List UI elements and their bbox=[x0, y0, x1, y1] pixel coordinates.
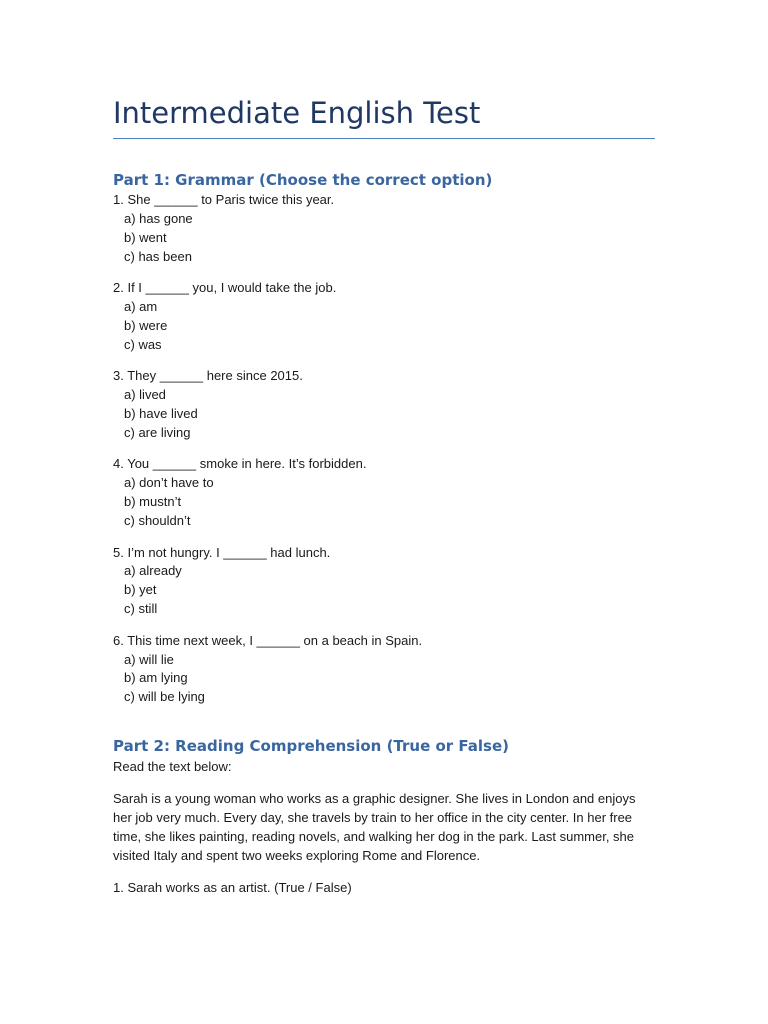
reading-section bbox=[113, 757, 655, 897]
option: a) has gone bbox=[124, 210, 193, 226]
option: a) am bbox=[124, 299, 158, 315]
option: c) are living bbox=[124, 424, 191, 440]
option: b) am lying bbox=[124, 670, 188, 686]
question-text: 6. This time next week, I ______ on a beach in Spain. bbox=[113, 632, 423, 648]
option: c) will be lying bbox=[124, 689, 205, 705]
question-4 bbox=[113, 455, 655, 531]
option: c) shouldn’t bbox=[124, 513, 191, 529]
option: c) still bbox=[124, 601, 158, 617]
section-heading-reading: Part 2: Reading Comprehension (True or False) bbox=[113, 737, 510, 756]
grammar-questions bbox=[113, 191, 655, 707]
option: b) went bbox=[124, 229, 167, 245]
question-2 bbox=[113, 279, 655, 355]
question-5 bbox=[113, 544, 655, 620]
question-text: 1. She ______ to Paris twice this year. bbox=[113, 192, 335, 207]
question-1 bbox=[113, 191, 655, 267]
option: b) have lived bbox=[124, 406, 198, 422]
true-false-statement: 1. Sarah works as an artist. (True / False) bbox=[113, 880, 352, 896]
option: a) will lie bbox=[124, 651, 174, 667]
document-page bbox=[113, 96, 655, 910]
option: b) mustn’t bbox=[124, 494, 182, 510]
option: c) was bbox=[124, 336, 162, 352]
option: b) yet bbox=[124, 582, 157, 598]
option: c) has been bbox=[124, 248, 192, 264]
option: a) don’t have to bbox=[124, 475, 214, 491]
reading-passage: Sarah is a young woman who works as a graphic designer. She lives in London and enjoys her job very much. Every day, she travels by train to her office in the city center. In her free time, she likes painting, reading novels, and walking her dog in the park. Last summer, she visited Italy and spent two weeks exploring Rome and Florence. bbox=[113, 791, 636, 864]
reading-intro: Read the text below: bbox=[113, 759, 232, 775]
question-text: 3. They ______ here since 2015. bbox=[113, 368, 303, 384]
question-text: 2. If I ______ you, I would take the job. bbox=[113, 280, 337, 296]
document-title: Intermediate English Test bbox=[113, 96, 655, 139]
option: b) were bbox=[124, 317, 168, 333]
option: a) lived bbox=[124, 387, 166, 403]
question-text: 4. You ______ smoke in here. It’s forbidden. bbox=[113, 456, 367, 472]
section-heading-grammar: Part 1: Grammar (Choose the correct option) bbox=[113, 171, 493, 189]
option: a) already bbox=[124, 563, 182, 579]
question-text: 5. I’m not hungry. I ______ had lunch. bbox=[113, 544, 331, 560]
question-6 bbox=[113, 632, 655, 708]
question-3 bbox=[113, 367, 655, 443]
